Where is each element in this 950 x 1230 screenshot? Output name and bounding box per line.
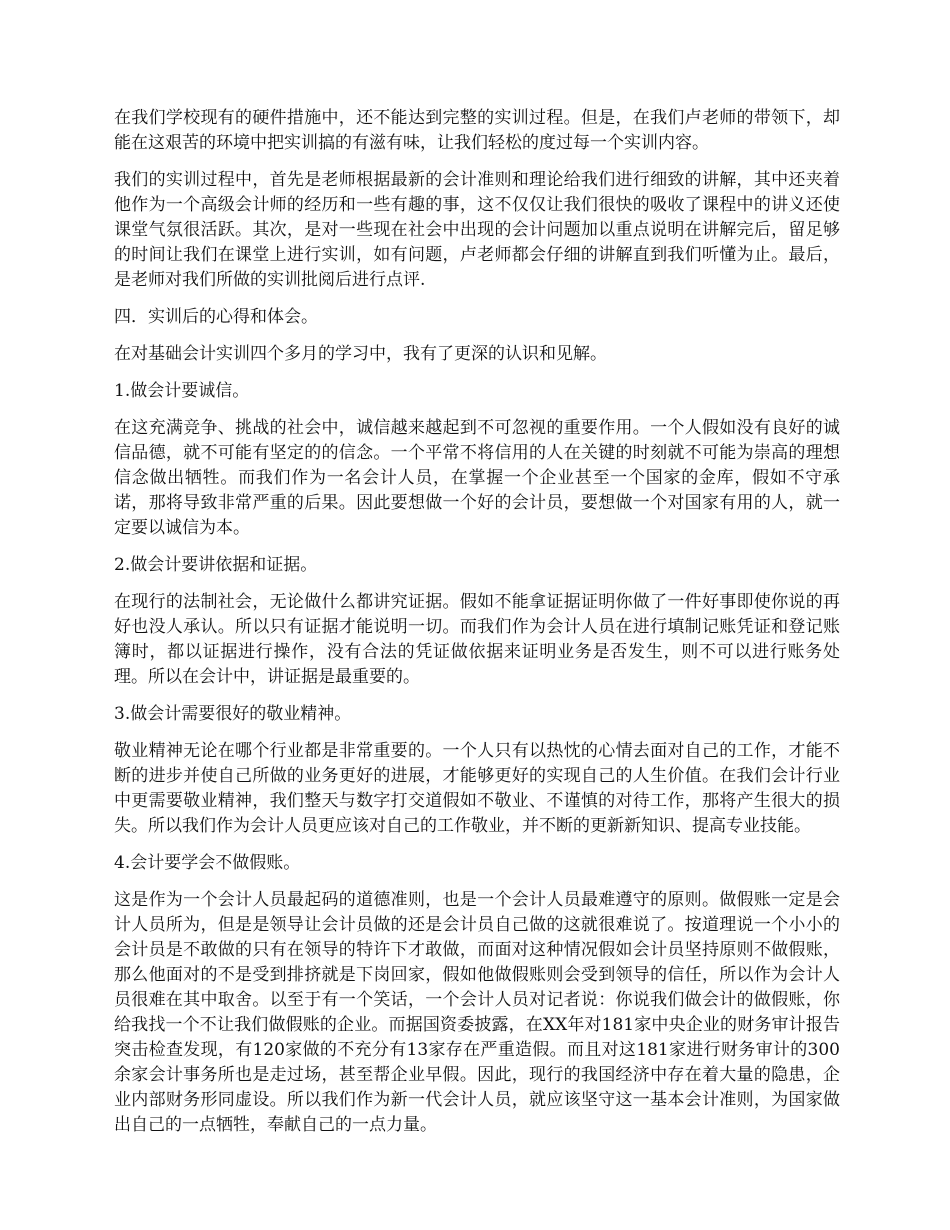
section-heading-reflections: 四．实训后的心得和体会。 xyxy=(114,307,318,327)
point-heading-evidence: 2.做会计要讲依据和证据。 xyxy=(114,555,318,575)
paragraph-learning-summary: 在对基础会计实训四个多月的学习中，我有了更深的认识和见解。 xyxy=(114,344,607,364)
point-heading-integrity: 1.做会计要诚信。 xyxy=(114,381,250,401)
paragraph-dedication: 敬业精神无论在哪个行业都是非常重要的。一个人只有以热忱的心情去面对自己的工作，才能不断的进步并使自己所做的业务更好的进展，才能够更好的实现自己的人生价值。在我们会计行业中更需要敬业精神，我们整天与数字打交道假如不敬业、不谨慎的对待工作，那将产生很大的损失。所以我们作为会计人员更应该对自己的工作敬业，并不断的更新新知识、提高专业技能。 xyxy=(114,741,840,836)
paragraph-integrity: 在这充满竞争、挑战的社会中，诚信越来越起到不可忽视的重要作用。一个人假如没有良好的诚信品德，就不可能有坚定的的信念。一个平常不将信用的人在关键的时刻就不可能为崇高的理想信念做出牺牲。而我们作为一名会计人员，在掌握一个企业甚至一个国家的金库，假如不守承诺，那将导致非常严重的后果。因此要想做一个好的会计员，要想做一个对国家有用的人，就一定要以诚信为本。 xyxy=(114,418,840,538)
document-page xyxy=(114,106,840,1150)
paragraph-evidence: 在现行的法制社会，无论做什么都讲究证据。假如不能拿证据证明你做了一件好事即使你说的再好也没人承认。所以只有证据才能说明一切。而我们作为会计人员在进行填制记账凭证和登记账簿时，都以证据进行操作，没有合法的凭证做依据来证明业务是否发生，则不可以进行账务处理。所以在会计中，讲证据是最重要的。 xyxy=(114,592,840,687)
paragraph-no-false-accounts: 这是作为一个会计人员最起码的道德准则，也是一个会计人员最难遵守的原则。做假账一定是会计人员所为，但是是领导让会计员做的还是会计员自己做的这就很难说了。按道理说一个小小的会计员是不敢做的只有在领导的特许下才敢做，而面对这种情况假如会计员坚持原则不做假账，那么他面对的不是受到排挤就是下岗回家，假如他做假账则会受到领导的信任，所以作为会计人员很难在其中取舍。以至于有一个笑话，一个会计人员对记者说：你说我们做会计的做假账，你给我找一个不让我们做假账的企业。而据国资委披露，在XX年对181家中央企业的财务审计报告突击检查发现，有120家做的不充分有13家存在严重造假。而且对这181家进行财务审计的300余家会计事务所也是走过场，甚至帮企业早假。因此，现行的我国经济中存在着大量的隐患，企业内部财务形同虚设。所以我们作为新一代会计人员，就应该坚守这一基本会计准则，为国家做出自己的一点牺牲，奉献自己的一点力量。 xyxy=(114,890,840,1135)
point-heading-no-false-accounts: 4.会计要学会不做假账。 xyxy=(114,853,301,873)
paragraph-training-process: 我们的实训过程中，首先是老师根据最新的会计准则和理论给我们进行细致的讲解，其中还夹着他作为一个高级会计师的经历和一些有趣的事，这不仅仅让我们很快的吸收了课程中的讲义还使课堂气氛很活跃。其次，是对一些现在社会中出现的会计问题加以重点说明在讲解完后，留足够的时间让我们在课堂上进行实训，如有问题，卢老师都会仔细的讲解直到我们听懂为止。最后，是老师对我们所做的实训批阅后进行点评. xyxy=(114,170,840,290)
paragraph-intro-hardware: 在我们学校现有的硬件措施中，还不能达到完整的实训过程。但是，在我们卢老师的带领下，却能在这艰苦的环境中把实训搞的有滋有味，让我们轻松的度过每一个实训内容。 xyxy=(114,108,840,153)
point-heading-dedication: 3.做会计需要很好的敬业精神。 xyxy=(114,704,352,724)
